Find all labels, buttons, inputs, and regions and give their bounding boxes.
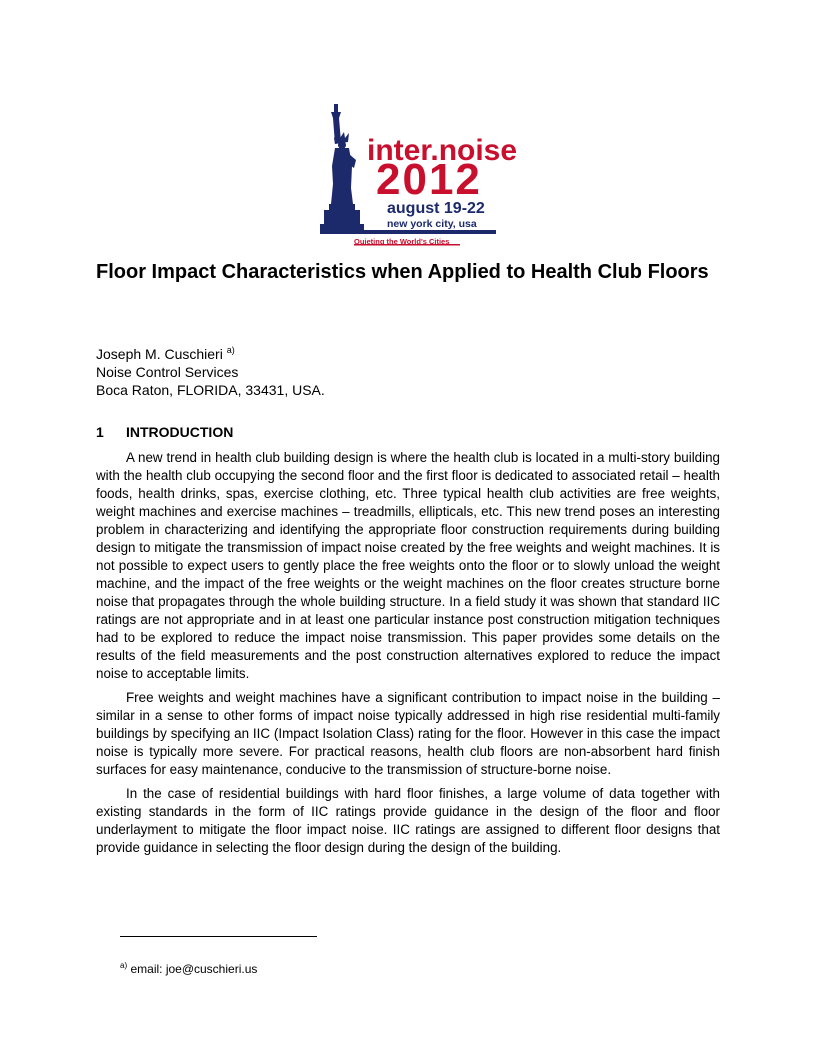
section-body (96, 449, 720, 863)
logo-dates: august 19-22 (387, 200, 485, 217)
paragraph: In the case of residential buildings with hard floor finishes, a large volume of data together with existing standards in the form of IIC ratings provide guidance in the design of the floor and floor underlayment to mitigate the floor impact noise. IIC ratings are assigned to different floor designs that provide guidance in selecting the floor design during the design of the building. (96, 786, 720, 855)
section-heading (96, 424, 233, 440)
paragraph: A new trend in health club building design is where the health club is located in a multi-story building with the health club occupying the second floor and the first floor is dedicated to associated retail – health foods, health drinks, spas, exercise clothing, etc. Three typical health club activities are free weights, weight machines and exercise machines – treadmills, ellipticals, etc. This new trend poses an interesting problem in characterizing and identifying the appropriate floor construction requirements during building design to mitigate the transmission of impact noise created by the free weights and weight machines. It is not possible to expect users to gently place the free weights onto the floor or to slowly unload the weight machine, and the impact of the free weights or the weight machines on the floor creates structure borne noise that propagates through the whole building structure. In a field study it was shown that standard IIC ratings are not appropriate and in at least one particular instance post construction mitigation techniques had to be explored to reduce the impact noise transmission. This paper provides some details on the results of the field measurements and the post construction alternatives explored to reduce the impact noise to acceptable limits. (96, 450, 720, 681)
author-name: Joseph M. Cuschieri (96, 346, 223, 362)
paper-title: Floor Impact Characteristics when Applied to Health Club Floors (96, 261, 709, 283)
logo-tagline: Quieting the World's Cities (354, 237, 450, 246)
logo-inter-noise: inter.noise (367, 134, 518, 167)
footnote-mark: a) (120, 961, 128, 970)
author-affiliation: Noise Control Services (96, 364, 239, 380)
footnote-email: email: joe@cuschieri.us (130, 962, 258, 976)
section-title: INTRODUCTION (126, 424, 234, 440)
footnote-separator (120, 936, 317, 937)
author-address: Boca Raton, FLORIDA, 33431, USA. (96, 382, 325, 398)
footnote (120, 961, 257, 976)
logo-year: 2012 (376, 155, 482, 204)
paragraph: Free weights and weight machines have a significant contribution to impact noise in the building – similar in a sense to other forms of impact noise typically addressed in high rise residential multi-family buildings by specifying an IIC (Impact Isolation Class) rating for the floor. However in this case the impact noise is typically more severe. For practical reasons, health club floors are non-absorbent hard finish surfaces for easy maintenance, conducive to the transmission of structure-borne noise. (96, 690, 720, 777)
section-number: 1 (96, 424, 104, 440)
author-block (96, 341, 596, 399)
author-footnote-mark: a) (226, 345, 235, 355)
conference-logo (320, 104, 518, 248)
logo-location: new york city, usa (387, 218, 477, 230)
author-name-line (96, 341, 596, 363)
